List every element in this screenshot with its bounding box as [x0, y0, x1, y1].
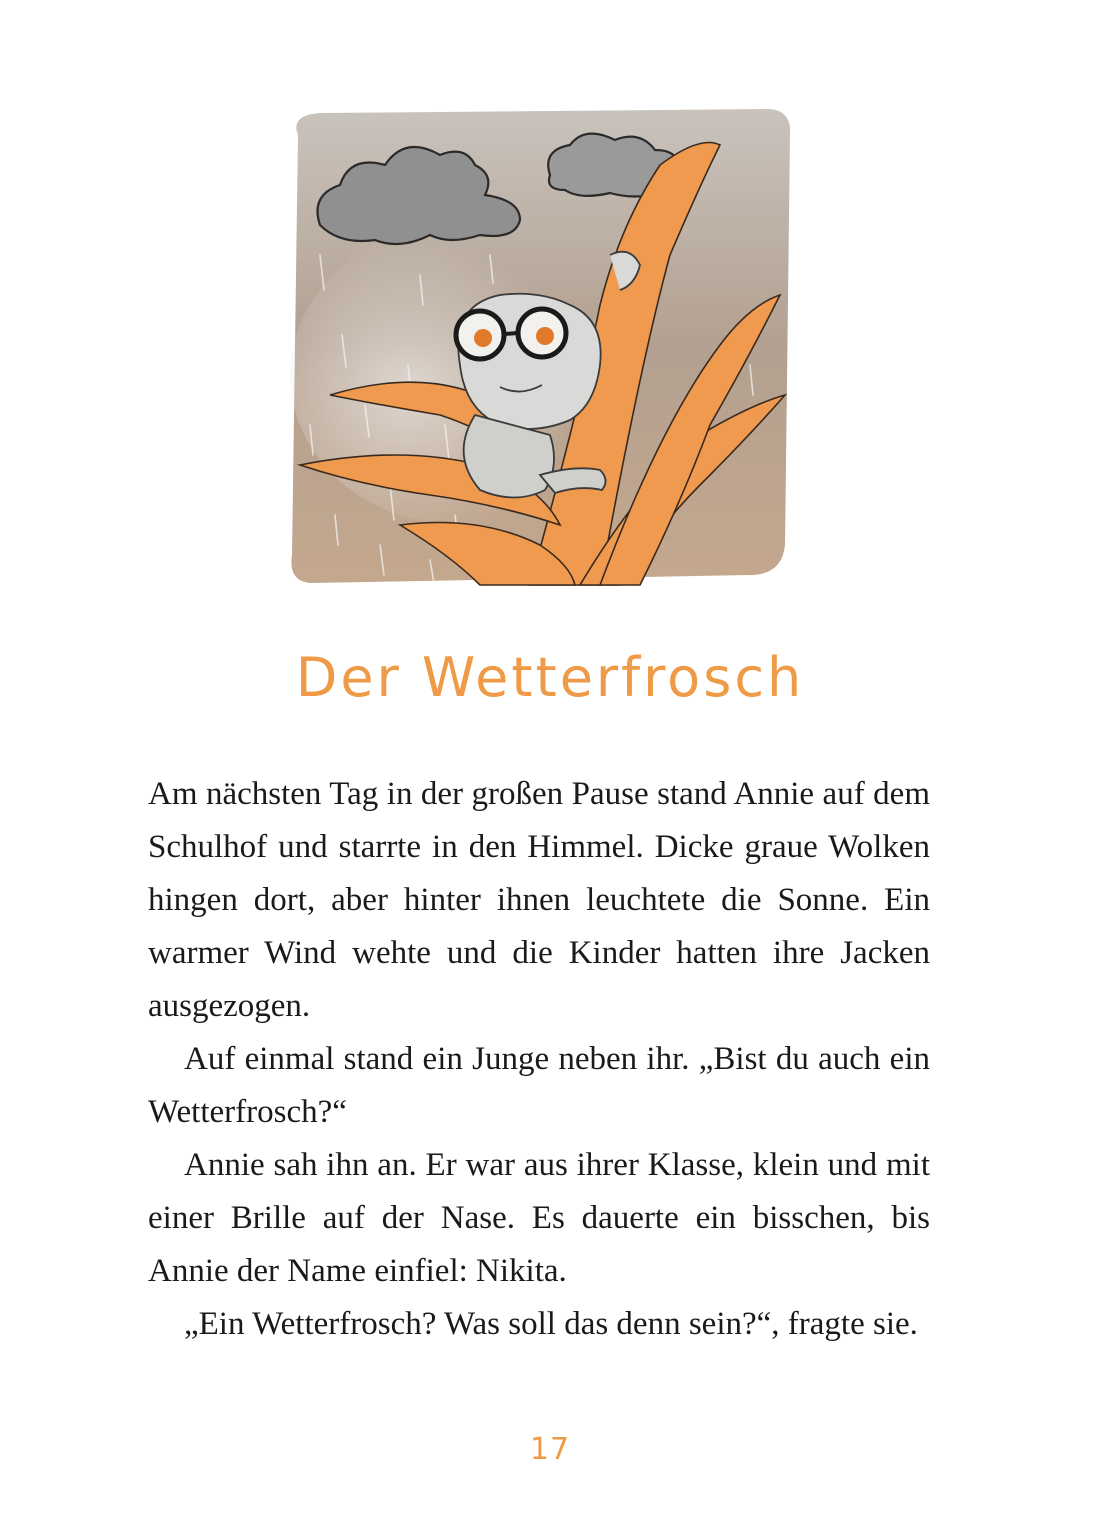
paragraph: Am nächsten Tag in der großen Pause stand Annie auf dem Schulhof und starrte in den Himmel. Dicke graue Wolken hingen dort, aber hinter ihnen leuchtete die Sonne. Ein warmer Wind wehte und die Kinder hatten ihre Jacken ausgezogen. [148, 776, 930, 1024]
paragraph: „Ein Wetterfrosch? Was soll das denn sein?“, fragte sie. [184, 1306, 918, 1342]
chapter-title: Der Wetterfrosch [295, 646, 805, 709]
chapter-illustration [280, 105, 800, 600]
frog-with-glasses-in-rain-illustration [280, 105, 800, 600]
paragraph: Annie sah ihn an. Er war aus ihrer Klasse, klein und mit einer Brille auf der Nase. Es dauerte ein bisschen, bis Annie der Name einfiel: Nikita. [148, 1147, 930, 1289]
story-text [148, 768, 930, 1351]
page-number: 17 [529, 1432, 571, 1467]
paragraph: Auf einmal stand ein Junge neben ihr. „Bist du auch ein Wetterfrosch?“ [148, 1041, 930, 1130]
